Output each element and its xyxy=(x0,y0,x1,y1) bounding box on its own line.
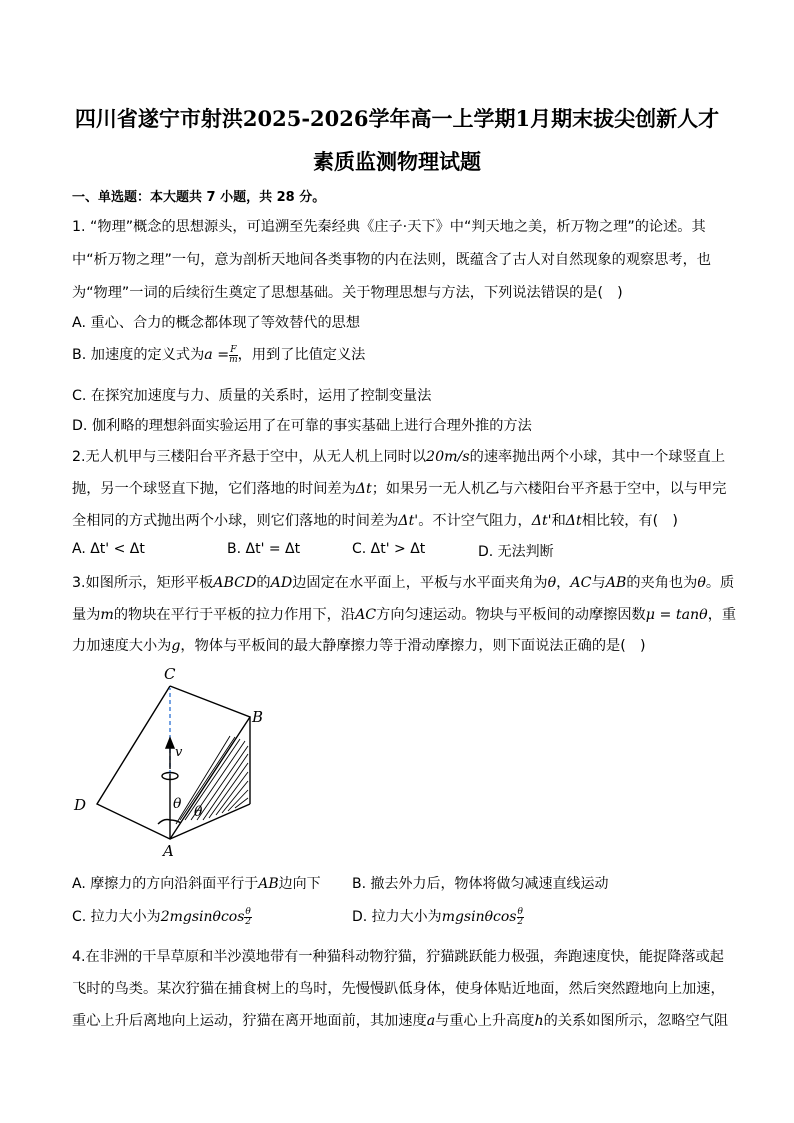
q3-stem-line-1 xyxy=(72,572,734,592)
q3-c-fraction xyxy=(244,908,251,927)
incline-diagram xyxy=(70,664,280,864)
q2-text: ；如果另一无人机乙与六楼阳台平齐悬于空中，以与甲完 xyxy=(371,481,727,497)
q1-formula-denominator: m xyxy=(229,354,238,365)
q1-formula-numerator: F xyxy=(230,344,237,355)
q3-text: 边固定在水平面上，平板与水平面夹角为 xyxy=(292,575,548,591)
q2-option-b: B. Δt' = Δt xyxy=(227,541,301,557)
fraction-numerator: θ xyxy=(245,906,251,917)
q3-text: 的物块在平行于平板的拉力作用下，沿 xyxy=(113,607,356,623)
q2-text: 。不计空气阻力， xyxy=(418,513,532,529)
q2-symbol: Δt xyxy=(565,513,582,529)
section-heading: 一、单选题：本大题共 7 小题，共 28 分。 xyxy=(72,190,326,205)
q3-text: 量为 xyxy=(72,607,101,623)
q3-symbol: ABCD xyxy=(213,575,257,591)
q3-symbol: AC xyxy=(355,607,377,623)
q1-option-d: D. 伽利略的理想斜面实验运用了在可靠的事实基础上进行合理外推的方法 xyxy=(72,418,532,434)
q3-text: ，物体与平板间的最大静摩擦力等于滑动摩擦力，则下面说法正确的是( ) xyxy=(180,638,646,654)
q3-symbol: AB xyxy=(605,575,627,591)
q3-symbol: g xyxy=(171,638,181,654)
fraction-numerator: θ xyxy=(517,906,523,917)
q4-stem-line-2: 飞时的鸟类。某次狞猫在捕食树上的鸟时，先慢慢趴低身体，使身体贴近地面，然后突然蹬地向上加速， xyxy=(72,981,725,997)
q3-text: 的夹角也为 xyxy=(626,575,698,591)
arrow-head xyxy=(166,738,174,748)
fraction-denominator: 2 xyxy=(245,916,251,927)
q3-option-d xyxy=(352,906,524,927)
q2-text: 全相同的方式抛出两个小球，则它们落地的时间差为 xyxy=(72,513,399,529)
q1-formula-lhs: a = xyxy=(204,347,230,363)
q3-symbol: AC xyxy=(570,575,592,591)
page-title-line-1: 四川省遂宁市射洪2025-2026学年高一上学期1月期末拔尖创新人才 xyxy=(74,106,720,131)
angle-arc-1 xyxy=(158,820,170,825)
q1-option-c: C. 在探究加速度与力、质量的关系时，运用了控制变量法 xyxy=(72,388,432,404)
q1-option-a: A. 重心、合力的概念都体现了等效替代的思想 xyxy=(72,315,361,331)
q3-d-fraction xyxy=(517,908,524,927)
q3-text: 的 xyxy=(256,575,271,591)
label-d: D xyxy=(74,796,87,814)
q3-text: ，重 xyxy=(707,607,737,623)
q2-speed: 20m/s xyxy=(426,449,470,465)
label-theta-2: θ xyxy=(194,804,203,820)
q2-symbol: Δt xyxy=(355,481,372,497)
q3-text: 方向匀速运动。物块与平板间的动摩擦因数 xyxy=(376,607,646,623)
q3-text: 力加速度大小为 xyxy=(72,638,172,654)
q3-symbol: AD xyxy=(270,575,293,591)
fraction-denominator: 2 xyxy=(517,916,524,927)
q2-option-d: D. 无法判断 xyxy=(478,544,554,560)
q4-text: 重心上升后离地向上运动，狞猫在离开地面前，其加速度 xyxy=(72,1013,427,1029)
q4-symbol: h xyxy=(534,1013,544,1029)
q1-stem-line-3: 为“物理”一词的后续衍生奠定了思想基础。关于物理思想与方法，下列说法错误的是( ) xyxy=(72,285,623,301)
q4-symbol: a xyxy=(426,1013,436,1029)
q3-text: 。质 xyxy=(705,575,735,591)
q3-formula: 2mgsinθcos xyxy=(160,909,245,925)
q3-text: 3.如图所示，矩形平板 xyxy=(72,575,214,591)
q3-option-a xyxy=(72,873,321,893)
q2-stem-line-2 xyxy=(72,478,726,498)
q3-symbol: θ xyxy=(697,575,706,591)
q4-text: 的关系如图所示，忽略空气阻 xyxy=(543,1013,729,1029)
q3-text: C. 拉力大小为 xyxy=(72,909,161,925)
q2-symbol: Δt' xyxy=(531,513,552,529)
q3-text: D. 拉力大小为 xyxy=(352,909,442,925)
q1-stem-line-2: 中“析万物之理”一句，意为剖析天地间各类事物的内在法则，既蕴含了古人对自然现象的观察思考，也 xyxy=(72,252,711,268)
q3-option-c xyxy=(72,906,252,927)
q2-option-a: A. Δt' < Δt xyxy=(72,541,145,557)
hatching xyxy=(176,736,248,824)
q4-text: 与重心上升高度 xyxy=(435,1013,535,1029)
q2-text: 2.无人机甲与三楼阳台平齐悬于空中，从无人机上同时以 xyxy=(72,449,427,465)
page-title-line-2: 素质监测物理试题 xyxy=(313,149,481,174)
angle-arc-2 xyxy=(170,820,181,823)
label-a: A xyxy=(163,842,174,860)
label-c: C xyxy=(164,665,176,683)
q1-option-b-suffix: ，用到了比值定义法 xyxy=(237,347,366,363)
q3-text: A. 摩擦力的方向沿斜面平行于 xyxy=(72,876,259,892)
q1-stem-line-1: 1. “物理”概念的思想源头，可追溯至先秦经典《庄子·天下》中“判天地之美，析万物之理”的论述。其 xyxy=(72,219,706,235)
q1-option-b xyxy=(72,344,365,365)
q2-stem-line-1 xyxy=(72,446,725,466)
q4-stem-line-3 xyxy=(72,1010,728,1030)
q3-option-b: B. 撤去外力后，物体将做匀减速直线运动 xyxy=(352,876,609,892)
q3-text: 边向下 xyxy=(278,876,321,892)
q3-symbol: AB xyxy=(258,876,279,892)
label-v: v xyxy=(175,745,183,760)
q1-formula-fraction xyxy=(229,346,238,365)
q2-text: 的速率抛出两个小球，其中一个球竖直上 xyxy=(469,449,726,465)
q3-symbol: μ = tanθ xyxy=(645,607,708,623)
q2-text: 抛，另一个球竖直下抛，它们落地的时间差为 xyxy=(72,481,356,497)
q2-symbol: Δt' xyxy=(398,513,419,529)
q2-text: 和 xyxy=(551,513,566,529)
q3-symbol: m xyxy=(100,607,114,623)
q3-symbol: θ xyxy=(547,575,557,591)
q4-stem-line-1: 4.在非洲的干旱草原和半沙漠地带有一种猫科动物狞猫，狞猫跳跃能力极强，奔跑速度快，能捉降落或起 xyxy=(72,949,724,965)
q3-stem-line-2 xyxy=(72,604,736,624)
label-theta-1: θ xyxy=(173,796,182,812)
q2-option-c: C. Δt' > Δt xyxy=(352,541,426,557)
q3-text: ， xyxy=(556,575,571,591)
q3-formula: mgsinθcos xyxy=(441,909,517,925)
q3-stem-line-3 xyxy=(72,635,646,655)
q2-text: 相比较，有( ) xyxy=(581,513,678,529)
q1-option-b-prefix: B. 加速度的定义式为 xyxy=(72,347,205,363)
label-b: B xyxy=(252,708,264,726)
q2-stem-line-3 xyxy=(72,510,678,530)
plate-outline xyxy=(97,686,250,839)
q3-text: 与 xyxy=(591,575,606,591)
